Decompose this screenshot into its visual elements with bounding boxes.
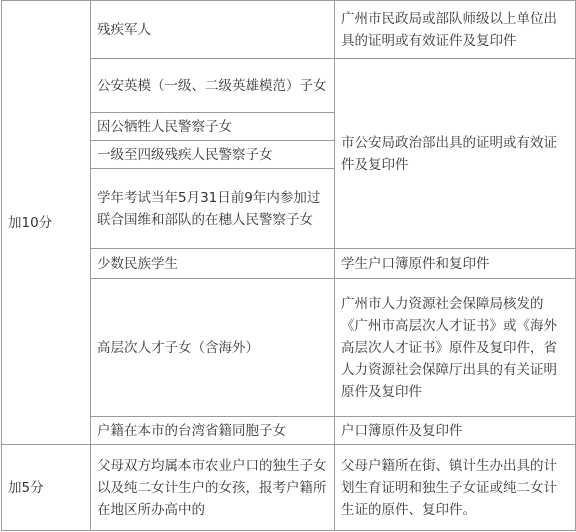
score-cell-10 xyxy=(2,1,91,445)
condition-text: 学年考试当年5月31日前9年内参加过联合国维和部队的在穗人民警察子女 xyxy=(97,189,321,228)
condition-text: 残疾军人 xyxy=(97,21,151,38)
condition-text: 因公牺牲人民警察子女 xyxy=(97,118,232,135)
condition-text: 高层次人才子女（含海外） xyxy=(97,339,259,356)
score-label: 加5分 xyxy=(8,479,44,496)
condition-cell xyxy=(91,141,335,169)
condition-cell xyxy=(91,445,335,531)
table-row xyxy=(2,445,576,531)
condition-text: 父母双方均属本市农业户口的独生子女以及纯二女计生户的女孩，报考户籍所在地区所办高中的 xyxy=(97,457,327,518)
condition-cell xyxy=(91,249,335,279)
condition-text: 户籍在本市的台湾省籍同胞子女 xyxy=(97,422,286,439)
condition-cell xyxy=(91,1,335,59)
document-cell xyxy=(335,249,576,279)
condition-cell xyxy=(91,59,335,113)
condition-cell xyxy=(91,279,335,417)
table-row xyxy=(2,1,576,59)
document-text: 学生户口簿原件和复印件 xyxy=(341,255,490,272)
bonus-points-table xyxy=(1,0,576,531)
condition-text: 公安英模（一级、二级英雄模范）子女 xyxy=(97,77,327,94)
score-cell-5 xyxy=(2,445,91,531)
condition-cell xyxy=(91,113,335,141)
document-text: 父母户籍所在街、镇计生办出具的计划生育证明和独生子女证或纯二女计生证的原件、复印件。 xyxy=(341,457,557,518)
condition-cell xyxy=(91,417,335,445)
document-cell xyxy=(335,1,576,59)
document-text: 户口簿原件及复印件 xyxy=(341,422,463,439)
score-label: 加10分 xyxy=(8,214,53,231)
document-cell xyxy=(335,417,576,445)
condition-text: 一级至四级残疾人民警察子女 xyxy=(97,146,273,163)
document-text: 广州市人力资源社会保障局核发的《广州市高层次人才证书》或《海外高层次人才证书》原件及复印件，省人力资源社会保障厅出具的有关证明原件及复印件 xyxy=(341,295,557,400)
document-cell xyxy=(335,59,576,249)
condition-cell xyxy=(91,169,335,249)
condition-text: 少数民族学生 xyxy=(97,255,178,272)
document-text: 广州市民政局或部队师级以上单位出具的证明或有效证件及复印件 xyxy=(341,10,557,49)
document-cell xyxy=(335,445,576,531)
document-cell xyxy=(335,279,576,417)
document-text: 市公安局政治部出具的证明或有效证件及复印件 xyxy=(341,134,557,173)
